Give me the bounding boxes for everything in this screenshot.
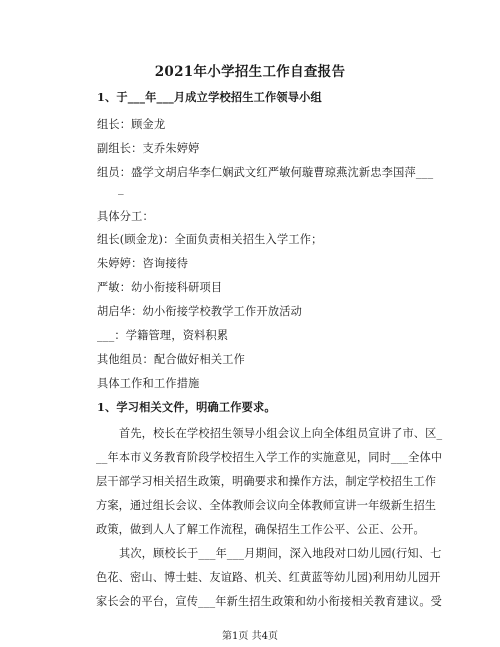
paragraph-line: 方案，通过组长会议、全体教师会议向全体教师宣讲一年级新生招生 [96, 499, 437, 512]
duty-line-open-activity: 胡启华：幼小衔接学校教学工作开放活动 [97, 305, 302, 318]
duty-line-reception: 朱婷婷：咨询接待 [97, 257, 189, 270]
paragraph-line: 其次，顾校长于___年___月期间，深入地段对口幼儿园(行知、七 [119, 547, 442, 560]
paragraph-line: 层干部学习相关招生政策，明确要求和操作方法，制定学校招生工作 [96, 475, 437, 488]
paragraph-line: __年本市义务教育阶段学校招生入学工作的实施意见，同时___全体中 [96, 451, 443, 464]
duty-line-records: ___：学籍管理，资料积累 [97, 329, 229, 342]
paragraph-line: 首先，校长在学校招生领导小组会议上向全体组员宣讲了市、区_ [119, 427, 443, 440]
section-heading-study-documents: 1、学习相关文件，明确工作要求。 [97, 400, 276, 414]
measures-heading: 具体工作和工作措施 [97, 377, 200, 390]
paragraph-line: 政策，做到人人了解工作流程，确保招生工作公平、公正、公开。 [96, 523, 425, 536]
paragraph-line: 家长会的平台，宣传___年新生招生政策和幼小衔接相关教育建议。受 [96, 595, 443, 608]
division-heading: 具体分工： [97, 210, 154, 223]
duty-line-leader: 组长(顾金龙)：全面负责相关招生入学工作； [97, 233, 323, 246]
document-title: 2021年小学招生工作自查报告 [154, 64, 346, 80]
paragraph-line: 色花、密山、博士蛙、友谊路、机关、红黄蓝等幼儿园)利用幼儿园开 [96, 571, 441, 584]
duty-line-others: 其他组员：配合做好相关工作 [97, 353, 246, 366]
members-line-continuation: _ [118, 182, 124, 195]
page-footer: 第1页 共4页 [222, 631, 278, 642]
duty-line-research: 严敏：幼小衔接科研项目 [97, 281, 223, 294]
members-line: 组员：盛学文胡启华李仁娴武文红严敏何璇曹琼燕沈新忠李国萍___ [97, 166, 434, 179]
section-heading-leadership-group: 1、于___年___月成立学校招生工作领导小组 [97, 90, 322, 104]
group-leader-line: 组长：顾金龙 [97, 118, 166, 131]
vice-leader-line: 副组长：支乔朱婷婷 [97, 142, 200, 155]
